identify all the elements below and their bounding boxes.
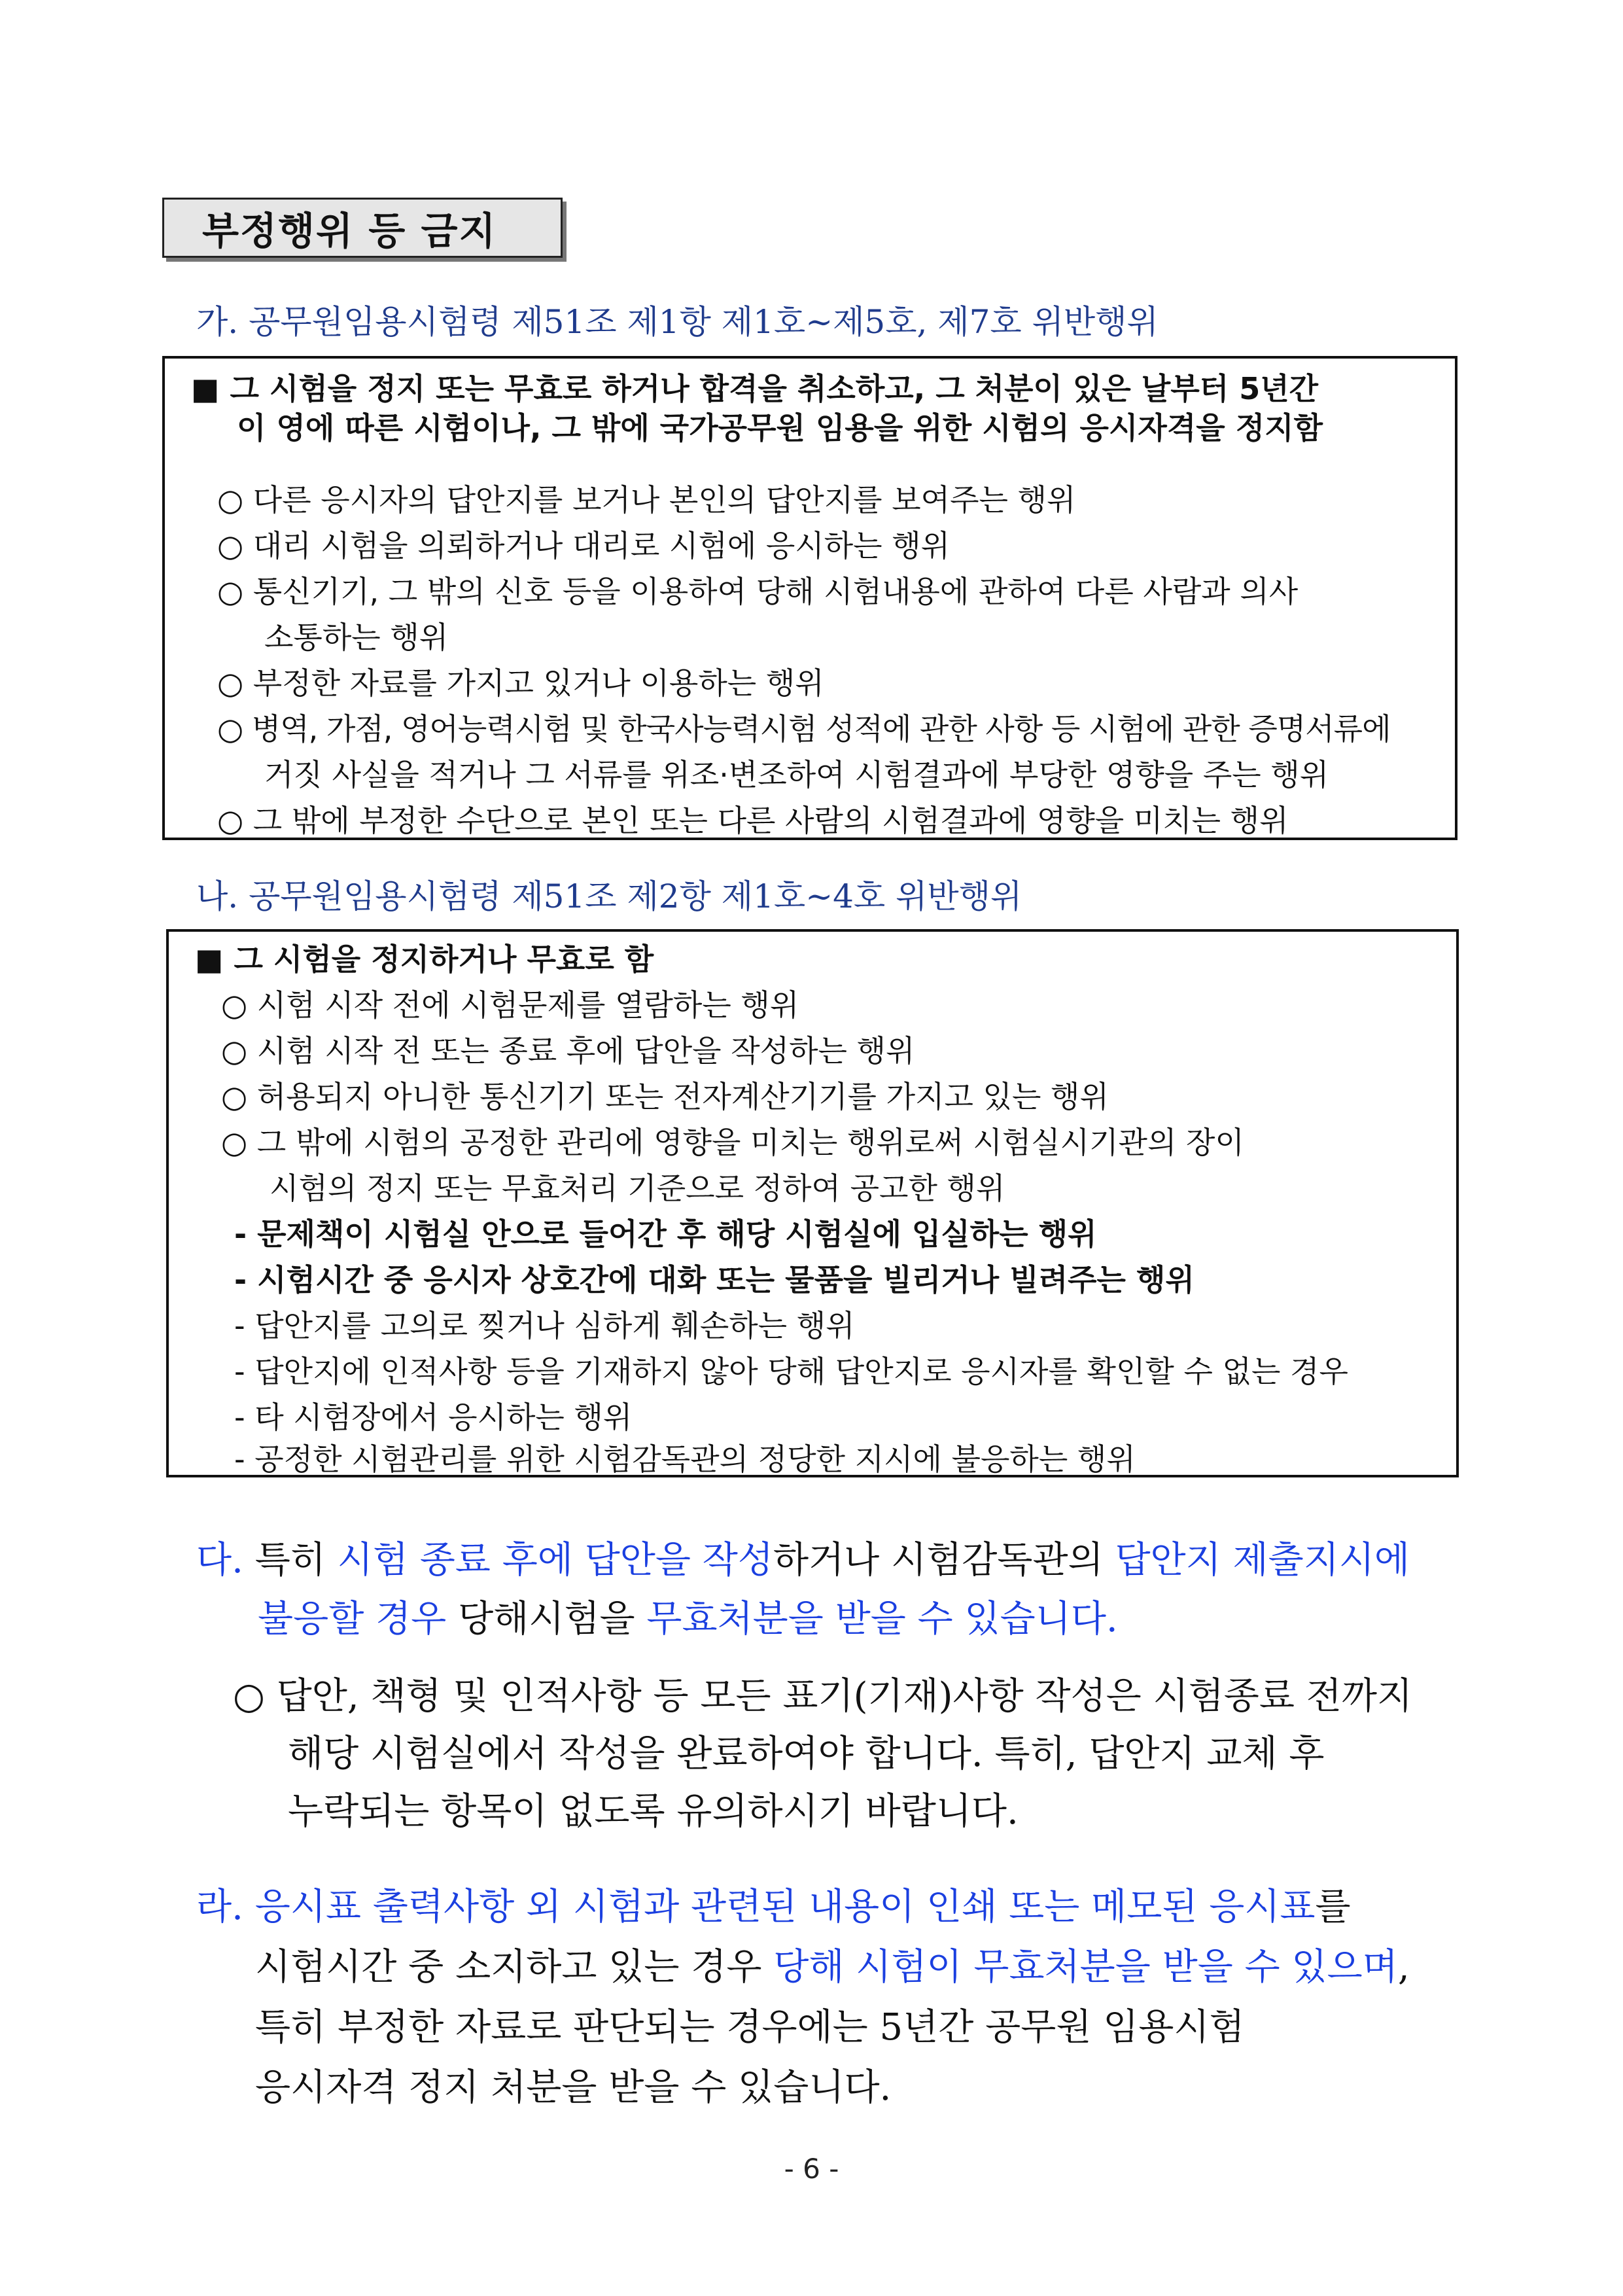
section-da-note-line2: 해당 시험실에서 작성을 완료하여야 합니다. 특히, 답안지 교체 후 bbox=[288, 1733, 1325, 1775]
section-ga-box bbox=[162, 356, 1457, 840]
section-ra-line3: 특히 부정한 자료로 판단되는 경우에는 5년간 공무원 임용시험 bbox=[255, 2006, 1245, 2049]
section-na-penalty: ■ 그 시험을 정지하거나 무효로 함 bbox=[195, 942, 654, 977]
section-ra-text: 를 bbox=[1315, 1886, 1351, 1928]
section-da-line1 bbox=[196, 1531, 1410, 1583]
section-ra-line4: 응시자격 정지 처분을 받을 수 있습니다. bbox=[255, 2066, 892, 2109]
section-ra-emphasis: 당해 시험이 무효처분을 받을 수 있으며 bbox=[773, 1946, 1398, 1988]
section-da-note-line3: 누락되는 항목이 없도록 유의하시기 바랍니다. bbox=[288, 1790, 1019, 1833]
section-na-sub-item-1: - 문제책이 시험실 안으로 들어간 후 해당 시험실에 입실하는 행위 bbox=[234, 1216, 1097, 1252]
page-title: 부정행위 등 금지 bbox=[162, 198, 563, 258]
section-ga-heading: 가. 공무원임용시험령 제51조 제1항 제1호∼제5호, 제7호 위반행위 bbox=[196, 303, 1159, 341]
section-da-emphasis: 시험 종료 후에 답안을 작성 bbox=[337, 1539, 773, 1581]
section-na-item-2: ○ 시험 시작 전 또는 종료 후에 답안을 작성하는 행위 bbox=[221, 1033, 915, 1069]
section-da-line2 bbox=[258, 1590, 1118, 1642]
section-ga-item-3: ○ 통신기기, 그 밖의 신호 등을 이용하여 당해 시험내용에 관하여 다른 사람과 의사 bbox=[217, 574, 1299, 609]
section-ga-penalty-line1: ■ 그 시험을 정지 또는 무효로 하거나 합격을 취소하고, 그 처분이 있은 날부터 5년간 bbox=[191, 371, 1319, 406]
section-na-heading: 나. 공무원임용시험령 제51조 제2항 제1호∼4호 위반행위 bbox=[196, 877, 1022, 915]
section-da-label: 다. bbox=[196, 1539, 243, 1581]
section-da-emphasis: 답안지 제출지시에 bbox=[1115, 1539, 1410, 1581]
section-ra-emphasis: 응시표 출력사항 외 시험과 관련된 내용이 인쇄 또는 메모된 응시표 bbox=[254, 1886, 1316, 1928]
section-ga-penalty-line2: 이 영에 따른 시험이나, 그 밖에 국가공무원 임용을 위한 시험의 응시자격을 정지함 bbox=[237, 410, 1323, 446]
section-da-text: 특히 bbox=[254, 1539, 338, 1581]
section-na-sub-item-4: - 답안지에 인적사항 등을 기재하지 않아 당해 답안지로 응시자를 확인할 수 없는 경우 bbox=[234, 1354, 1348, 1389]
section-na-sub-item-2: - 시험시간 중 응시자 상호간에 대화 또는 물품을 빌리거나 빌려주는 행위 bbox=[234, 1262, 1195, 1298]
section-na-box bbox=[166, 929, 1459, 1477]
section-na-item-3: ○ 허용되지 아니한 통신기기 또는 전자계산기기를 가지고 있는 행위 bbox=[221, 1079, 1109, 1114]
section-na-sub-item-5: - 타 시험장에서 응시하는 행위 bbox=[234, 1400, 633, 1435]
section-ra-line2 bbox=[255, 1938, 1410, 1990]
section-na-item-4-cont: 시험의 정지 또는 무효처리 기준으로 정하여 공고한 행위 bbox=[270, 1171, 1005, 1206]
section-ra-text: 시험시간 중 소지하고 있는 경우 bbox=[255, 1946, 774, 1988]
section-na-sub-item-6: - 공정한 시험관리를 위한 시험감독관의 정당한 지시에 불응하는 행위 bbox=[234, 1441, 1136, 1477]
section-na-item-1: ○ 시험 시작 전에 시험문제를 열람하는 행위 bbox=[221, 987, 799, 1023]
section-da-text: 하거나 시험감독관의 bbox=[773, 1539, 1115, 1581]
section-ra-label: 라. bbox=[196, 1886, 243, 1928]
page-number: - 6 - bbox=[784, 2153, 839, 2185]
section-ra-text: , bbox=[1397, 1946, 1410, 1988]
section-da-text: 당해시험을 bbox=[446, 1598, 647, 1640]
section-da-emphasis: 불응할 경우 bbox=[258, 1598, 447, 1640]
section-ga-item-4: ○ 부정한 자료를 가지고 있거나 이용하는 행위 bbox=[217, 665, 824, 701]
section-da-emphasis: 무효처분을 받을 수 있습니다. bbox=[646, 1598, 1118, 1640]
section-ga-item-5: ○ 병역, 가점, 영어능력시험 및 한국사능력시험 성적에 관한 사항 등 시험에 관한 증명서류에 bbox=[217, 711, 1391, 747]
section-da-note-line1: ○ 답안, 책형 및 인적사항 등 모든 표기(기재)사항 작성은 시험종료 전까지 bbox=[233, 1675, 1413, 1718]
section-ga-item-6: ○ 그 밖에 부정한 수단으로 본인 또는 다른 사람의 시험결과에 영향을 미치는 행위 bbox=[217, 803, 1289, 838]
section-ga-item-5-cont: 거짓 사실을 적거나 그 서류를 위조·변조하여 시험결과에 부당한 영향을 주는 행위 bbox=[264, 757, 1329, 792]
section-ga-item-2: ○ 대리 시험을 의뢰하거나 대리로 시험에 응시하는 행위 bbox=[217, 528, 951, 563]
section-na-sub-item-3: - 답안지를 고의로 찢거나 심하게 훼손하는 행위 bbox=[234, 1308, 855, 1343]
section-ra-line1 bbox=[196, 1878, 1351, 1930]
section-na-item-4: ○ 그 밖에 시험의 공정한 관리에 영향을 미치는 행위로써 시험실시기관의 장이 bbox=[221, 1125, 1244, 1160]
section-ga-item-3-cont: 소통하는 행위 bbox=[264, 620, 449, 655]
section-ga-item-1: ○ 다른 응시자의 답안지를 보거나 본인의 답안지를 보여주는 행위 bbox=[217, 482, 1076, 518]
